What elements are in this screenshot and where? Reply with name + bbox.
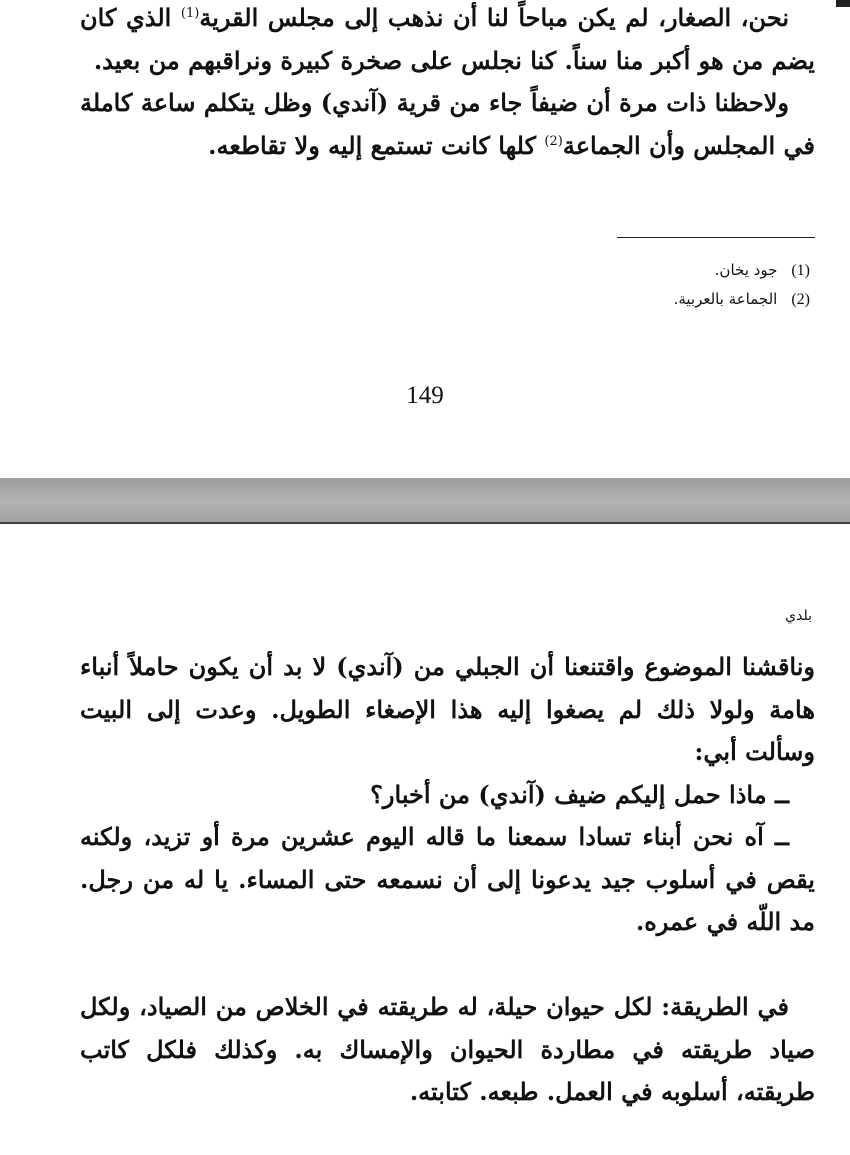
top-page-body <box>80 0 815 167</box>
dialogue-line: ــ ماذا حمل إليكم ضيف (آندي) من أخبار؟ <box>370 779 789 809</box>
footnote-text: الجماعة بالعربية. <box>673 290 778 308</box>
running-header: بلدي <box>785 608 812 624</box>
book-page-bottom <box>0 524 850 1155</box>
footnote-ref[interactable]: (2) <box>544 133 563 149</box>
book-page-top <box>0 0 850 478</box>
paragraph: نحن، الصغار، لم يكن مباحاً لنا أن نذهب إلى مجلس القرية$^{(1)}$ الذي كان يضم من هو أكبر منا سناً. كنا نجلس على صخرة كبيرة ونراقبهم من بعيد. <box>80 3 815 75</box>
footnote-text: جود يخان. <box>714 261 778 279</box>
paragraph: ولاحظنا ذات مرة أن ضيفاً جاء من قرية (آندي) وظل يتكلم ساعة كاملة في المجلس وأن الجماعة$^{(2)}$ كلها كانت تستمع إليه ولا تقاطعه. <box>80 88 815 160</box>
page-separator <box>0 478 850 524</box>
footnotes <box>500 256 810 314</box>
footnote-number: (2) <box>791 291 810 308</box>
section-break <box>80 944 815 987</box>
footnote-item <box>500 285 810 314</box>
dialogue-line: ــ آه نحن أبناء تسادا سمعنا ما قاله اليوم عشرين مرة أو تزيد، ولكنه يقص في أسلوب جيد يدعونا إلى أن نسمعه حتى المساء. يا له من رجل. مد اللّه في عمره. <box>80 822 815 936</box>
footnote-divider <box>617 237 815 238</box>
paragraph: وناقشنا الموضوع واقتنعنا أن الجبلي من (آندي) لا بد أن يكون حاملاً أنباء هامة ولولا ذلك لم يصغوا إليه هذا الإصغاء الطويل. وعدت إلى البيت وسألت أبي: <box>80 652 815 766</box>
footnote-item <box>500 256 810 285</box>
page-corner-mark <box>836 0 850 7</box>
paragraph: في الطريقة: لكل حيوان حيلة، له طريقته في الخلاص من الصياد، ولكل صياد طريقته في مطاردة الحيوان والإمساك به. وكذلك فلكل كاتب طريقته، أسلوبه في العمل. طبعه. كتابته. <box>80 992 815 1106</box>
bottom-page-body <box>80 646 815 1114</box>
footnote-ref[interactable]: (1) <box>180 6 200 21</box>
footnote-number: (1) <box>791 262 810 279</box>
page-number: 149 <box>406 382 444 409</box>
